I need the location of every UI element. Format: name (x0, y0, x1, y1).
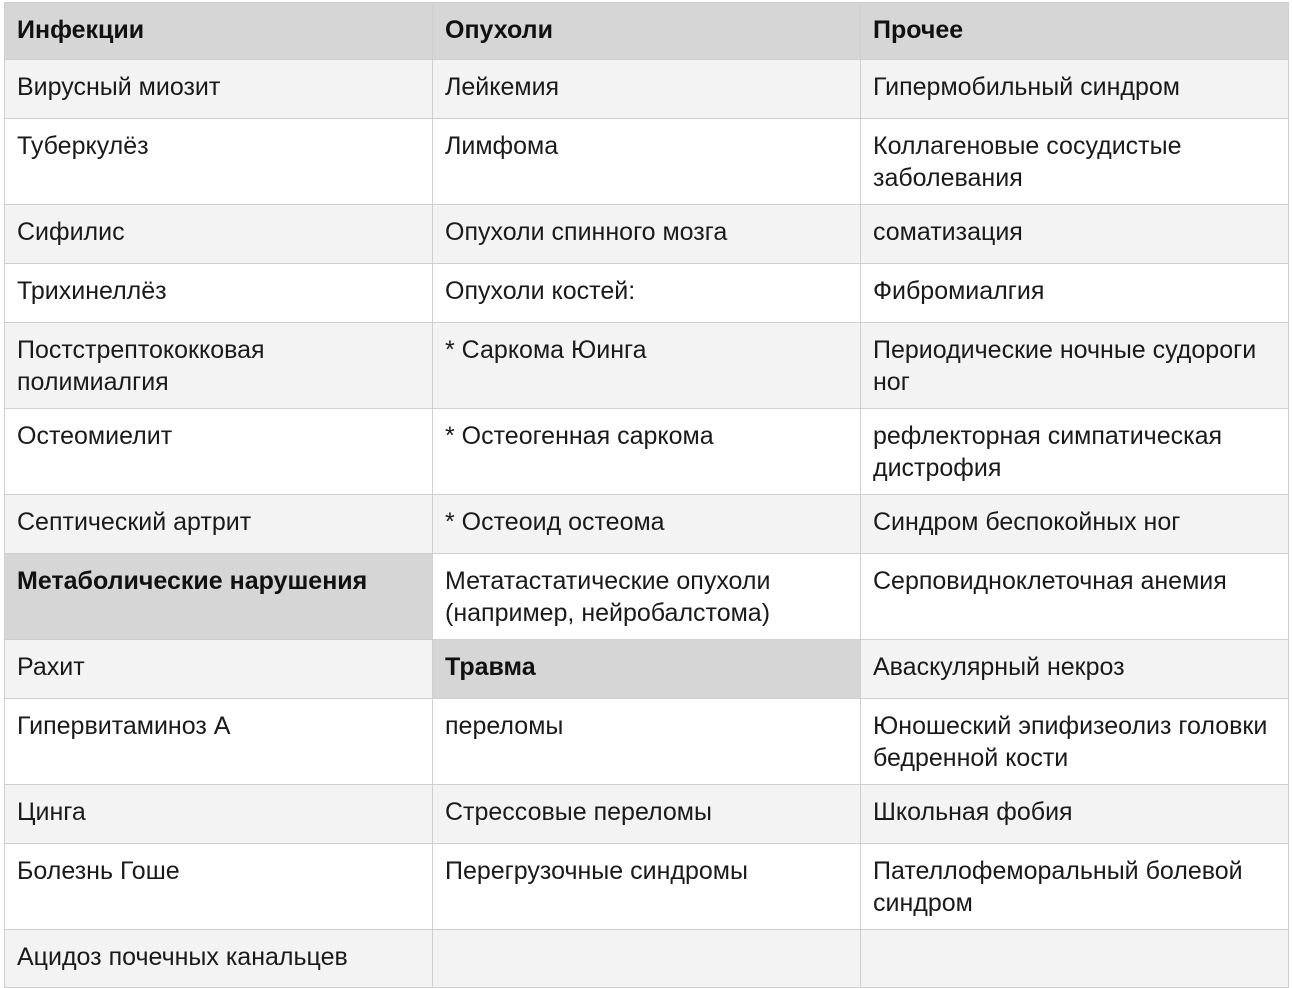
table-cell: Болезнь Гоше (5, 844, 433, 930)
table-cell: Сифилис (5, 205, 433, 264)
table-cell: Ацидоз почечных канальцев (5, 930, 433, 988)
table-cell: Постстрептококковая полимиалгия (5, 323, 433, 409)
table-row (5, 205, 1289, 264)
table-cell: Коллагеновые сосудистые заболевания (861, 119, 1289, 205)
table-cell: Остеомиелит (5, 409, 433, 495)
table-cell: Трихинеллёз (5, 264, 433, 323)
table-row (5, 495, 1289, 554)
table-cell: Цинга (5, 785, 433, 844)
table-cell: Лимфома (433, 119, 861, 205)
table-cell: Туберкулёз (5, 119, 433, 205)
table-row (5, 60, 1289, 119)
table-row (5, 119, 1289, 205)
table-cell: переломы (433, 699, 861, 785)
table-cell: Гипервитаминоз А (5, 699, 433, 785)
table-cell: соматизация (861, 205, 1289, 264)
table-cell-subitem: * Остеоид остеома (433, 495, 861, 554)
table-cell: Рахит (5, 640, 433, 699)
header-infections: Инфекции (5, 3, 433, 60)
table-cell: Вирусный миозит (5, 60, 433, 119)
table-row (5, 844, 1289, 930)
table-cell: Стрессовые переломы (433, 785, 861, 844)
table-cell: Перегрузочные синдромы (433, 844, 861, 930)
header-row (5, 3, 1289, 60)
header-other: Прочее (861, 3, 1289, 60)
section-header-trauma: Травма (433, 640, 861, 699)
table-cell: Пателлофеморальный болевой синдром (861, 844, 1289, 930)
table-cell: Лейкемия (433, 60, 861, 119)
table-cell: рефлекторная симпатическая дистрофия (861, 409, 1289, 495)
table-cell-subitem: * Остеогенная саркома (433, 409, 861, 495)
table-row (5, 640, 1289, 699)
table-row (5, 930, 1289, 988)
table-row (5, 323, 1289, 409)
table-cell: Септический артрит (5, 495, 433, 554)
table-row (5, 264, 1289, 323)
table-cell: Аваскулярный некроз (861, 640, 1289, 699)
header-tumors: Опухоли (433, 3, 861, 60)
section-header-metabolic: Метаболические нарушения (5, 554, 433, 640)
table-cell: Гипермобильный синдром (861, 60, 1289, 119)
table-cell: Опухоли спинного мозга (433, 205, 861, 264)
differential-diagnosis-table (4, 2, 1289, 988)
table-row (5, 409, 1289, 495)
table-cell: Фибромиалгия (861, 264, 1289, 323)
table-cell: Школьная фобия (861, 785, 1289, 844)
table-cell-subitem: * Саркома Юинга (433, 323, 861, 409)
table-cell: Синдром беспокойных ног (861, 495, 1289, 554)
table-cell: Юношеский эпифизеолиз головки бедренной кости (861, 699, 1289, 785)
table-cell: Серповидноклеточная анемия (861, 554, 1289, 640)
table-cell: Опухоли костей: (433, 264, 861, 323)
table-cell-empty (433, 930, 861, 988)
table-row (5, 785, 1289, 844)
table-cell: Метатастатические опухоли (например, нейробалстома) (433, 554, 861, 640)
table-row (5, 699, 1289, 785)
table-cell-empty (861, 930, 1289, 988)
table-cell: Периодические ночные судороги ног (861, 323, 1289, 409)
table-row (5, 554, 1289, 640)
